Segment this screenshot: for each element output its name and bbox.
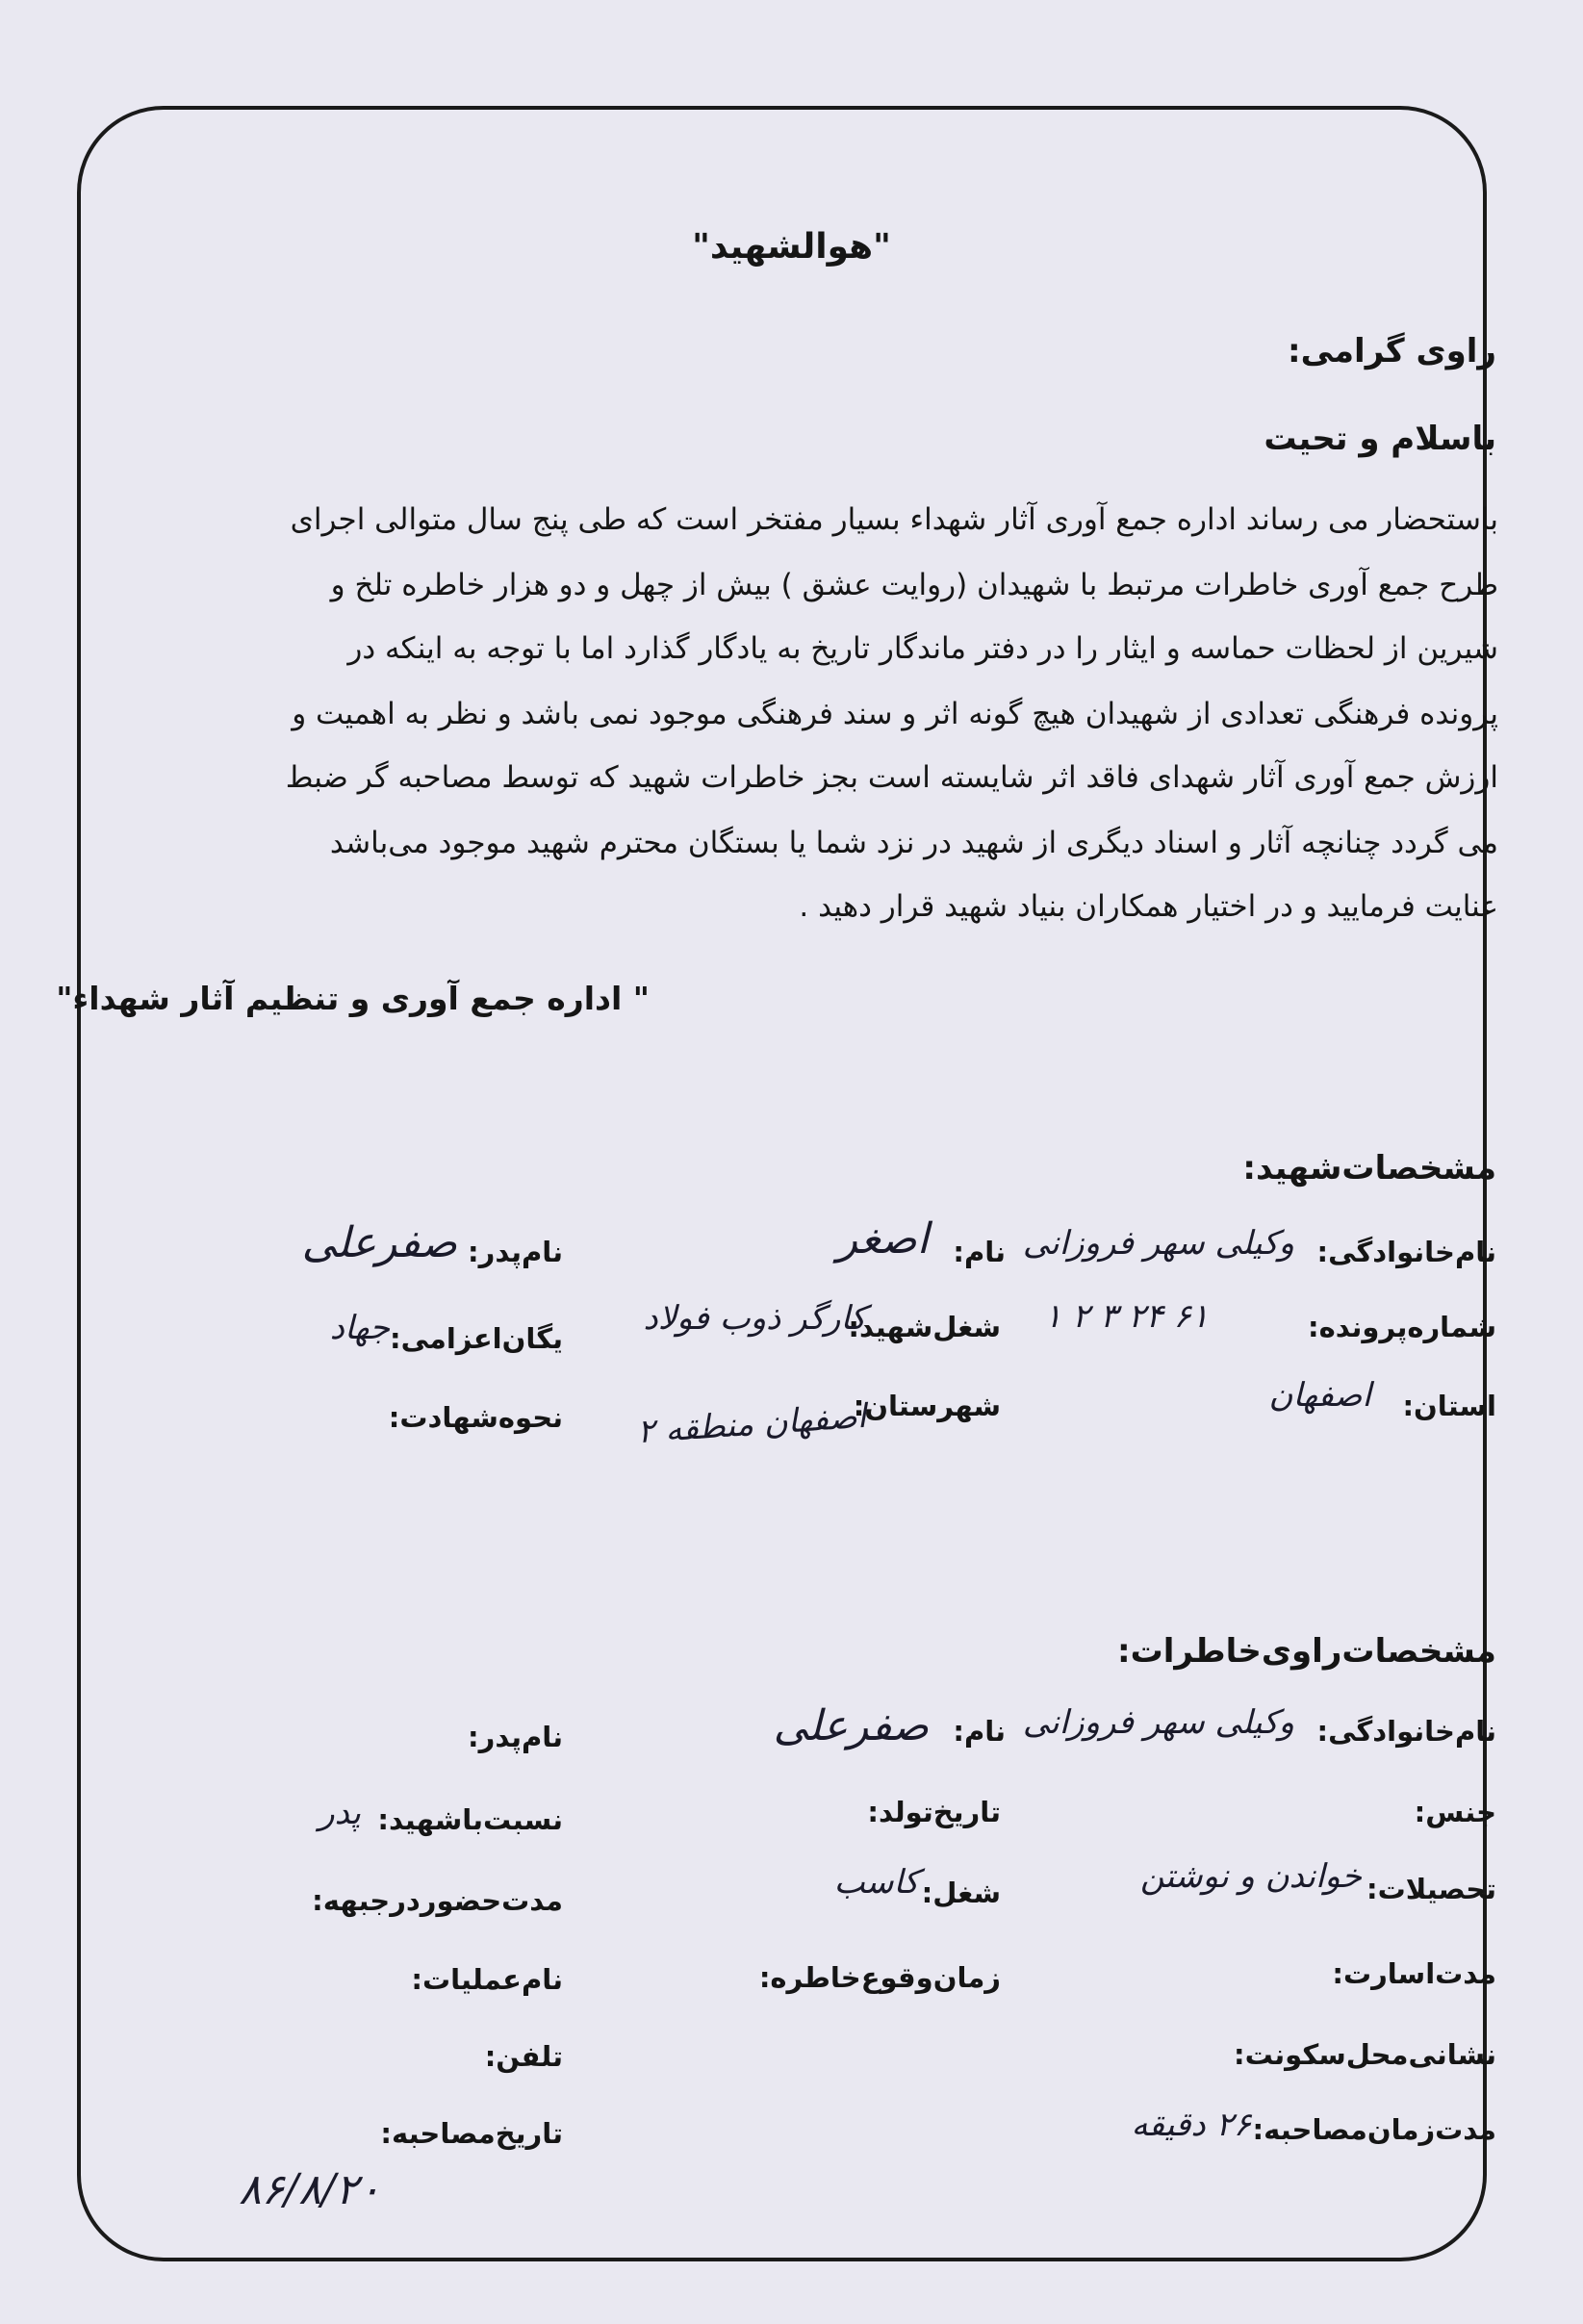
narrator-interview-duration-label: مدت‌زمان‌مصاحبه: <box>1252 2113 1496 2146</box>
narrator-interview-date-label: تاریخ‌مصاحبه: <box>380 2117 563 2150</box>
letter-line: ارزش جمع آوری آثار شهدای فاقد اثر شایسته است بجز خاطرات شهید که توسط مصاحبه گر ضبط <box>285 760 1498 795</box>
martyr-occupation-label: شغل‌شهید: <box>848 1311 1001 1343</box>
martyr-family-name-label: نام‌خانوادگی: <box>1316 1236 1496 1268</box>
narrator-memory-time-label: زمان‌وقوع‌خاطره: <box>758 1961 1001 1994</box>
narrator-first-name-label: نام: <box>953 1715 1006 1748</box>
narrator-phone-label: تلفن: <box>484 2040 563 2073</box>
narrator-front-duration-label: مدت‌حضوردرجبهه: <box>312 1884 563 1917</box>
narrator-relation-label: نسبت‌باشهید: <box>377 1803 563 1836</box>
martyr-city-label: شهرستان: <box>853 1390 1001 1422</box>
narrator-education-label: تحصیلات: <box>1366 1873 1496 1905</box>
narrator-operation-label: نام‌عملیات: <box>411 1963 563 1996</box>
narrator-relation-value: پدر <box>319 1794 361 1832</box>
martyr-unit-label: یگان‌اعزامی: <box>389 1322 563 1355</box>
martyr-martyrdom-type-label: نحوه‌شهادت: <box>388 1401 563 1434</box>
narrator-first-name-value: صفرعلی <box>773 1701 929 1750</box>
martyr-family-name-value: وکیلی سهر فروزانی <box>1022 1224 1294 1263</box>
martyr-city-value: اصفهان منطقه ۲ <box>635 1396 868 1452</box>
letter-line: می گردد چنانچه آثار و اسناد دیگری از شهید در نزد شما یا بستگان محترم شهید موجود می‌باشد <box>329 826 1498 860</box>
narrator-father-name-label: نام‌پدر: <box>468 1721 563 1753</box>
martyr-father-name-label: نام‌پدر: <box>468 1236 563 1268</box>
salutation: راوی گرامی: <box>1288 332 1496 370</box>
greeting: باسلام و تحیت <box>1264 420 1496 458</box>
letter-signoff: " اداره جمع آوری و تنظیم آثار شهداء" <box>56 980 650 1017</box>
narrator-interview-duration-value: ۲۶ دقیقه <box>1131 2106 1251 2144</box>
document-title: "هوالشهید" <box>692 227 891 267</box>
narrator-captivity-label: مدت‌اسارت: <box>1332 1957 1496 1990</box>
martyr-section-title: مشخصات‌شهید: <box>1242 1149 1496 1188</box>
narrator-gender-label: جنس: <box>1414 1796 1496 1828</box>
letter-line: شیرین از لحظات حماسه و ایثار را در دفتر ماندگار تاریخ به یادگار گذارد اما با توجه به اینکه در <box>347 631 1498 666</box>
martyr-province-label: استان: <box>1402 1390 1496 1422</box>
martyr-file-number-value: ۱ ۲ ۳ ۲۴ ۶۱ <box>1044 1297 1210 1336</box>
letter-line: عنایت فرمایید و در اختیار همکاران بنیاد شهید قرار دهید . <box>799 889 1498 924</box>
letter-line: باستحضار می رساند اداره جمع آوری آثار شهداء بسیار مفتخر است که طی پنج سال متوالی اجرای <box>290 502 1498 537</box>
narrator-family-name-label: نام‌خانوادگی: <box>1316 1715 1496 1748</box>
narrator-family-name-value: وکیلی سهر فروزانی <box>1022 1703 1294 1742</box>
martyr-first-name-label: نام: <box>953 1236 1006 1268</box>
martyr-province-value: اصفهان <box>1268 1376 1371 1415</box>
narrator-section-title: مشخصات‌راوی‌خاطرات: <box>1117 1632 1496 1671</box>
narrator-education-value: خواندن و نوشتن <box>1140 1857 1362 1896</box>
letter-line: پرونده فرهنگی تعدادی از شهیدان هیچ گونه اثر و سند فرهنگی موجود نمی باشد و نظر به اهمیت و <box>292 697 1498 731</box>
narrator-job-label: شغل: <box>921 1877 1001 1909</box>
martyr-father-name-value: صفرعلی <box>301 1218 457 1267</box>
narrator-job-value: کاسب <box>833 1863 919 1902</box>
narrator-address-label: نشانی‌محل‌سکونت: <box>1233 2038 1496 2071</box>
martyr-file-number-label: شماره‌پرونده: <box>1308 1311 1496 1343</box>
martyr-occupation-value: کارگر ذوب فولاد <box>643 1299 866 1338</box>
narrator-birth-date-label: تاریخ‌تولد: <box>867 1796 1001 1828</box>
letter-line: طرح جمع آوری خاطرات مرتبط با شهیدان (روایت عشق ) بیش از چهل و دو هزار خاطره تلخ و <box>330 568 1498 602</box>
martyr-unit-value: جهاد <box>329 1309 390 1347</box>
martyr-first-name-value: اصغر <box>836 1214 929 1264</box>
narrator-interview-date-value: ۸۶/۸/۲۰ <box>239 2165 381 2214</box>
